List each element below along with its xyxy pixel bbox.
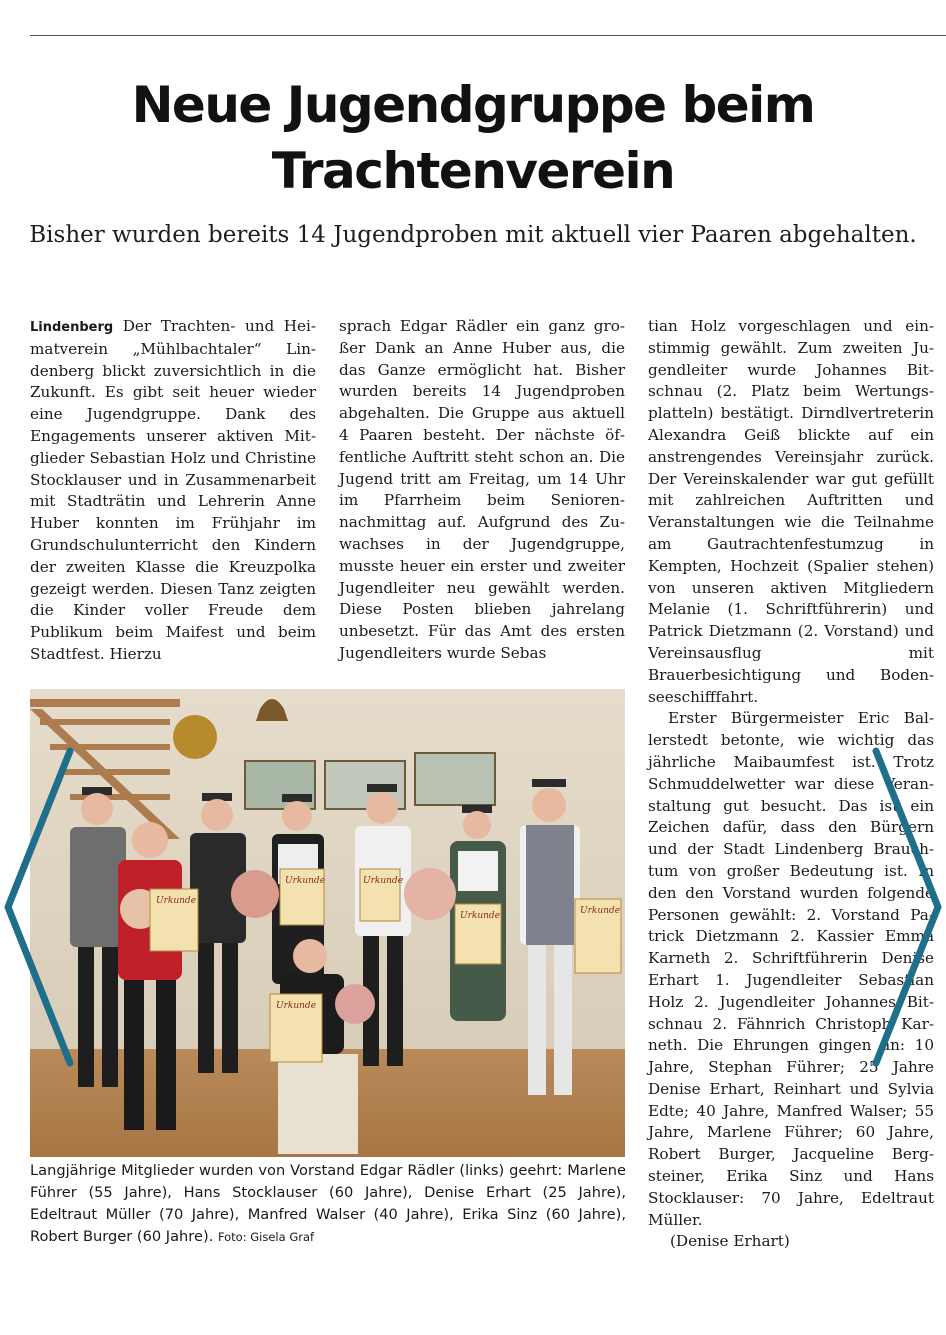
column-3-paragraph-1: tian Holz vorgeschlagen und einstimmig gewählt. Zum zweiten Jugendleiter wurde Johannes Bitschnau (2. Platz beim Wertungsplatteln) bestätigt. Dirndlvertreterin Alexandra Geiß blickte auf ein anstrengendes Vereinsjahr zurück. Der Vereinskalender war gut gefüllt mit zahlreichen Auftritten und Veranstaltungen wie die Teilnahme am Gautrachtenfestumzug in Kempten, Hochzeit (Spalier stehen) von unseren aktiven Mitgliedern Melanie (1. Schriftführerin) und Patrick Dietzmann (2. Vorstand) und Vereinsausflug mit Brauerbesichtigung und Bodenseeschifffahrt.: [648, 317, 934, 706]
certificate-label: Urkunde: [276, 1001, 317, 1011]
column-2-text: sprach Edgar Rädler ein ganz großer Dank an Anne Huber aus, die das Ganze ermöglicht hat. Bisher wurden bereits 14 Jugendproben abgehalten. Die Gruppe aus aktuell 4 Paaren besteht. Der nächste öffentliche Auftritt steht schon an. Die Jugend tritt am Freitag, um 14 Uhr im Pfarrheim beim Seniorennachmittag auf. Aufgrund des Zuwachses in der Jugendgruppe, musste heuer ein erster und zweiter Jugendleiter neu gewählt werden. Diese Posten blieben jahrelang unbesetzt. Für das Amt des ersten Jugendleiters wurde Sebas: [339, 317, 625, 662]
certificate-label: Urkunde: [285, 876, 326, 886]
column-1-text: Der Trachten- und Heimatverein „Mühlbachtaler“ Lindenberg blickt zuversichtlich in die Zukunft. Es gibt seit heuer wieder eine Jugendgruppe. Dank des Engagements unserer aktiven Mitglieder Sebastian Holz und Christine Stocklauser und in Zusammenarbeit mit Stadträtin und Lehrerin Anne Huber konnten im Frühjahr im Grundschulunterricht den Kindern der zweiten Klasse die Kreuzpolka gezeigt werden. Diesen Tanz zeigten die Kinder voller Freude dem Publikum beim Maifest und beim Stadtfest. Hierzu: [30, 317, 316, 663]
top-rule: [30, 35, 946, 36]
chevron-left-icon: [0, 745, 76, 1075]
certificate-label: Urkunde: [363, 876, 404, 886]
photo-caption: [30, 1160, 626, 1248]
dateline: Lindenberg: [30, 320, 114, 335]
article-byline: (Denise Erhart): [670, 1232, 790, 1251]
article-column-2: [339, 316, 625, 665]
group-photo: [30, 689, 625, 1157]
article-column-1: [30, 316, 316, 666]
group-photo-illustration: [30, 689, 625, 1157]
certificate-label: Urkunde: [460, 911, 501, 921]
caption-text: Langjährige Mitglieder wurden von Vorstand Edgar Rädler (links) geehrt: Marlene Führer (55 Jahre), Hans Stocklauser (60 Jahre), Denise Erhart (25 Jahre), Edeltraut Müller (70 Jahre), Manfred Walser (40 Jahre), Erika Sinz (60 Jahre), Robert Burger (60 Jahre).: [30, 1162, 626, 1245]
next-button[interactable]: [870, 745, 946, 1079]
column-3-paragraph-2: Erster Bürgermeister Eric Ballerstedt betonte, wie wichtig das jährliche Maibaumfest ist. Trotz Schmuddelwetter war diese Veranstaltung gut besucht. Das ist ein Zeichen dafür, dass den Bürgern und der Stadt Lindenberg Brauchtum von großer Bedeutung ist. In den den Vorstand wurden folgende Personen gewählt: 2. Vorstand Patrick Dietzmann 2. Kassier Emma Karneth 2. Schriftführerin Denise Erhart 1. Jugendleiter Sebastian Holz 2. Jugendleiter Johannes Bitschnau 2. Fähnrich Christoph Karneth. Die Ehrungen gingen an: 10 Jahre, Stephan Führer; 25 Jahre Denise Erhart, Reinhart und Sylvia Edte; 40 Jahre, Manfred Walser; 55 Jahre, Marlene Führer; 60 Jahre, Robert Burger, Jacqueline Bergsteiner, Erika Sinz und Hans Stocklauser: 70 Jahre, Edeltraut Müller.: [648, 709, 934, 1229]
photo-credit: Foto: Gisela Graf: [217, 1230, 315, 1244]
article-subheadline: Bisher wurden bereits 14 Jugendproben mit aktuell vier Paaren abgehalten.: [29, 222, 917, 248]
certificate-label: Urkunde: [580, 906, 621, 916]
chevron-right-icon: [870, 745, 946, 1075]
previous-button[interactable]: [0, 745, 76, 1079]
article-headline: Neue Jugendgruppe beim Trachtenverein: [131, 76, 815, 200]
certificate-label: Urkunde: [156, 896, 197, 906]
